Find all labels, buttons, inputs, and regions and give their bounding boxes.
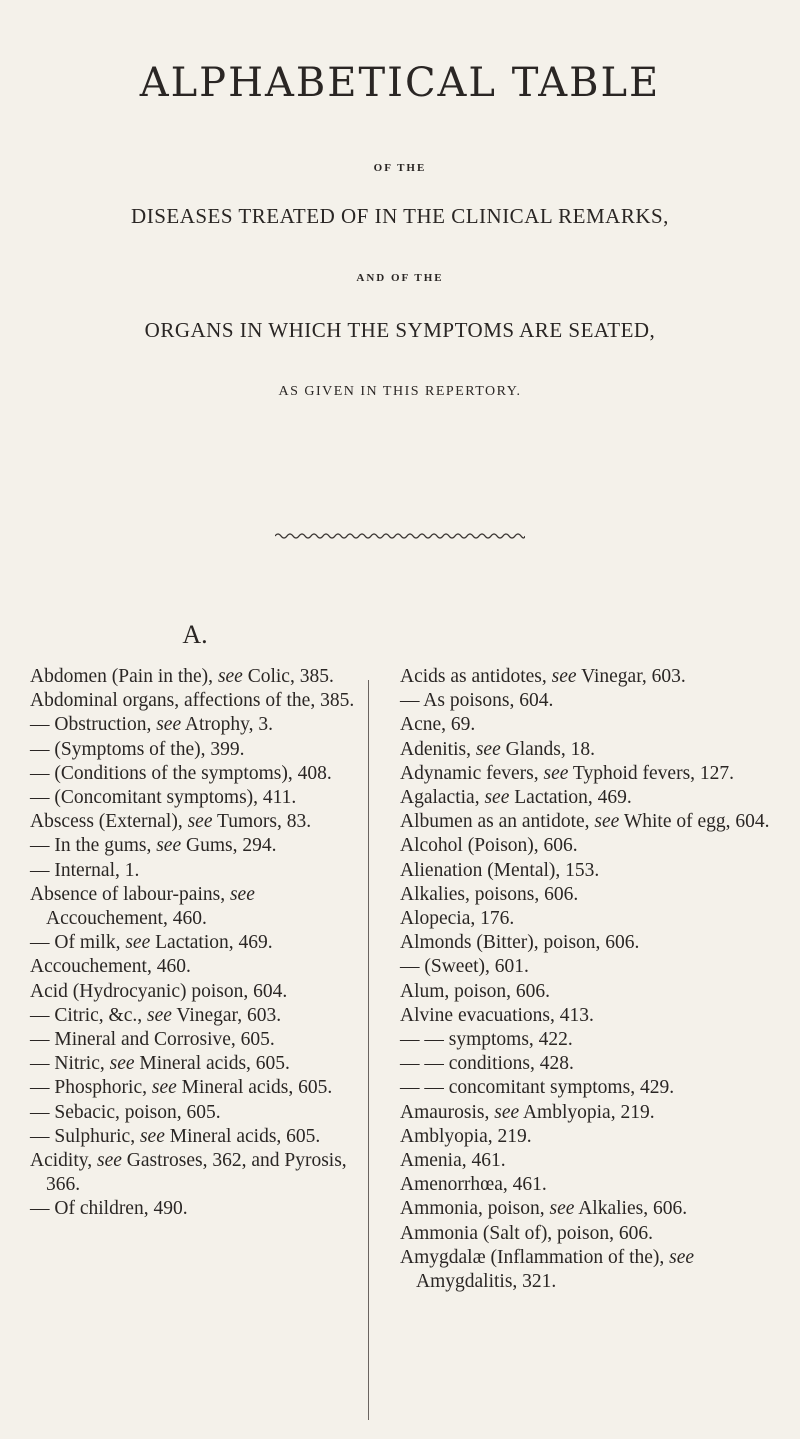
index-entry: Acne, 69. [400,714,476,736]
index-entry: — Nitric, see Mineral acids, 605. [30,1053,290,1075]
index-entry: — Citric, &c., see Vinegar, 603. [30,1004,282,1026]
index-entry: Acidity, see Gastroses, 362, and Pyrosis, 366. [30,1150,347,1196]
index-entry: — In the gums, see Gums, 294. [30,835,277,857]
index-entry: Alienation (Mental), 153. [400,859,600,881]
index-entry: Alvine evacuations, 413. [400,1004,594,1026]
index-entry: Albumen as an antidote, see White of egg, 604. [400,811,770,833]
index-entry: Alum, poison, 606. [400,980,551,1002]
index-entry: Alopecia, 176. [400,908,515,930]
index-entry: Adynamic fevers, see Typhoid fevers, 127. [400,762,735,784]
index-entry: — Sulphuric, see Mineral acids, 605. [30,1125,321,1147]
index-entry: Accouchement, 460. [30,956,191,978]
index-entry: Almonds (Bitter), poison, 606. [400,932,640,954]
index-entry: — Of milk, see Lactation, 469. [30,932,273,954]
heading-repertory: AS GIVEN IN THIS REPERTORY. [278,384,522,399]
index-entry: — (Sweet), 601. [400,956,529,978]
heading-organs: ORGANS IN WHICH THE SYMPTOMS ARE SEATED, [144,318,656,342]
index-entry: — (Symptoms of the), 399. [30,738,245,760]
subtitle-and-of-the: AND OF THE [356,272,444,284]
index-entry: — Phosphoric, see Mineral acids, 605. [30,1077,333,1099]
index-entry: — — concomitant symptoms, 429. [400,1077,675,1099]
index-entry: Adenitis, see Glands, 18. [400,738,595,760]
index-entry: — Obstruction, see Atrophy, 3. [30,714,274,736]
index-entry: Alcohol (Poison), 606. [400,835,578,857]
index-entry: — (Conditions of the symptoms), 408. [30,762,332,784]
index-column-right [400,665,775,1294]
index-entry: Amygdalæ (Inflammation of the), see Amygdalitis, 321. [400,1246,695,1293]
index-entry: Alkalies, poisons, 606. [400,883,579,905]
page-title: ALPHABETICAL TABLE [139,60,661,106]
index-entry: Ammonia, poison, see Alkalies, 606. [400,1198,688,1220]
index-entry: Agalactia, see Lactation, 469. [400,787,632,809]
heading-diseases: DISEASES TREATED OF IN THE CLINICAL REMARKS, [131,204,669,228]
index-entry: — (Concomitant symptoms), 411. [30,787,297,809]
index-column-left [30,665,375,1222]
index-entry: — Mineral and Corrosive, 605. [30,1029,275,1051]
index-entry: Abdomen (Pain in the), see Colic, 385. [30,666,334,687]
index-entry: Amenia, 461. [400,1150,506,1172]
section-letter-a: A. [182,620,208,649]
index-entry: Absence of labour-pains, see Accouchement, 460. [30,883,255,930]
index-entry: Abdominal organs, affections of the, 385. [30,690,355,712]
index-entry: Amenorrhœa, 461. [400,1174,547,1196]
index-entry: Amblyopia, 219. [400,1125,532,1147]
index-entry: — As poisons, 604. [400,690,554,712]
index-entry: — Internal, 1. [30,859,140,881]
index-entry: — — symptoms, 422. [400,1029,573,1051]
index-entry: Abscess (External), see Tumors, 83. [30,811,312,833]
subtitle-of-the: OF THE [373,162,427,174]
index-entry: Acid (Hydrocyanic) poison, 604. [30,980,288,1002]
column-divider [368,680,369,1420]
index-entry: Ammonia (Salt of), poison, 606. [400,1222,653,1244]
index-entry: — Of children, 490. [30,1198,188,1220]
wavy-ornament-divider [275,531,525,541]
index-entry: Acids as antidotes, see Vinegar, 603. [400,666,686,687]
index-entry: Amaurosis, see Amblyopia, 219. [400,1101,655,1123]
index-entry: — Sebacic, poison, 605. [30,1101,221,1123]
index-entry: — — conditions, 428. [400,1053,574,1075]
